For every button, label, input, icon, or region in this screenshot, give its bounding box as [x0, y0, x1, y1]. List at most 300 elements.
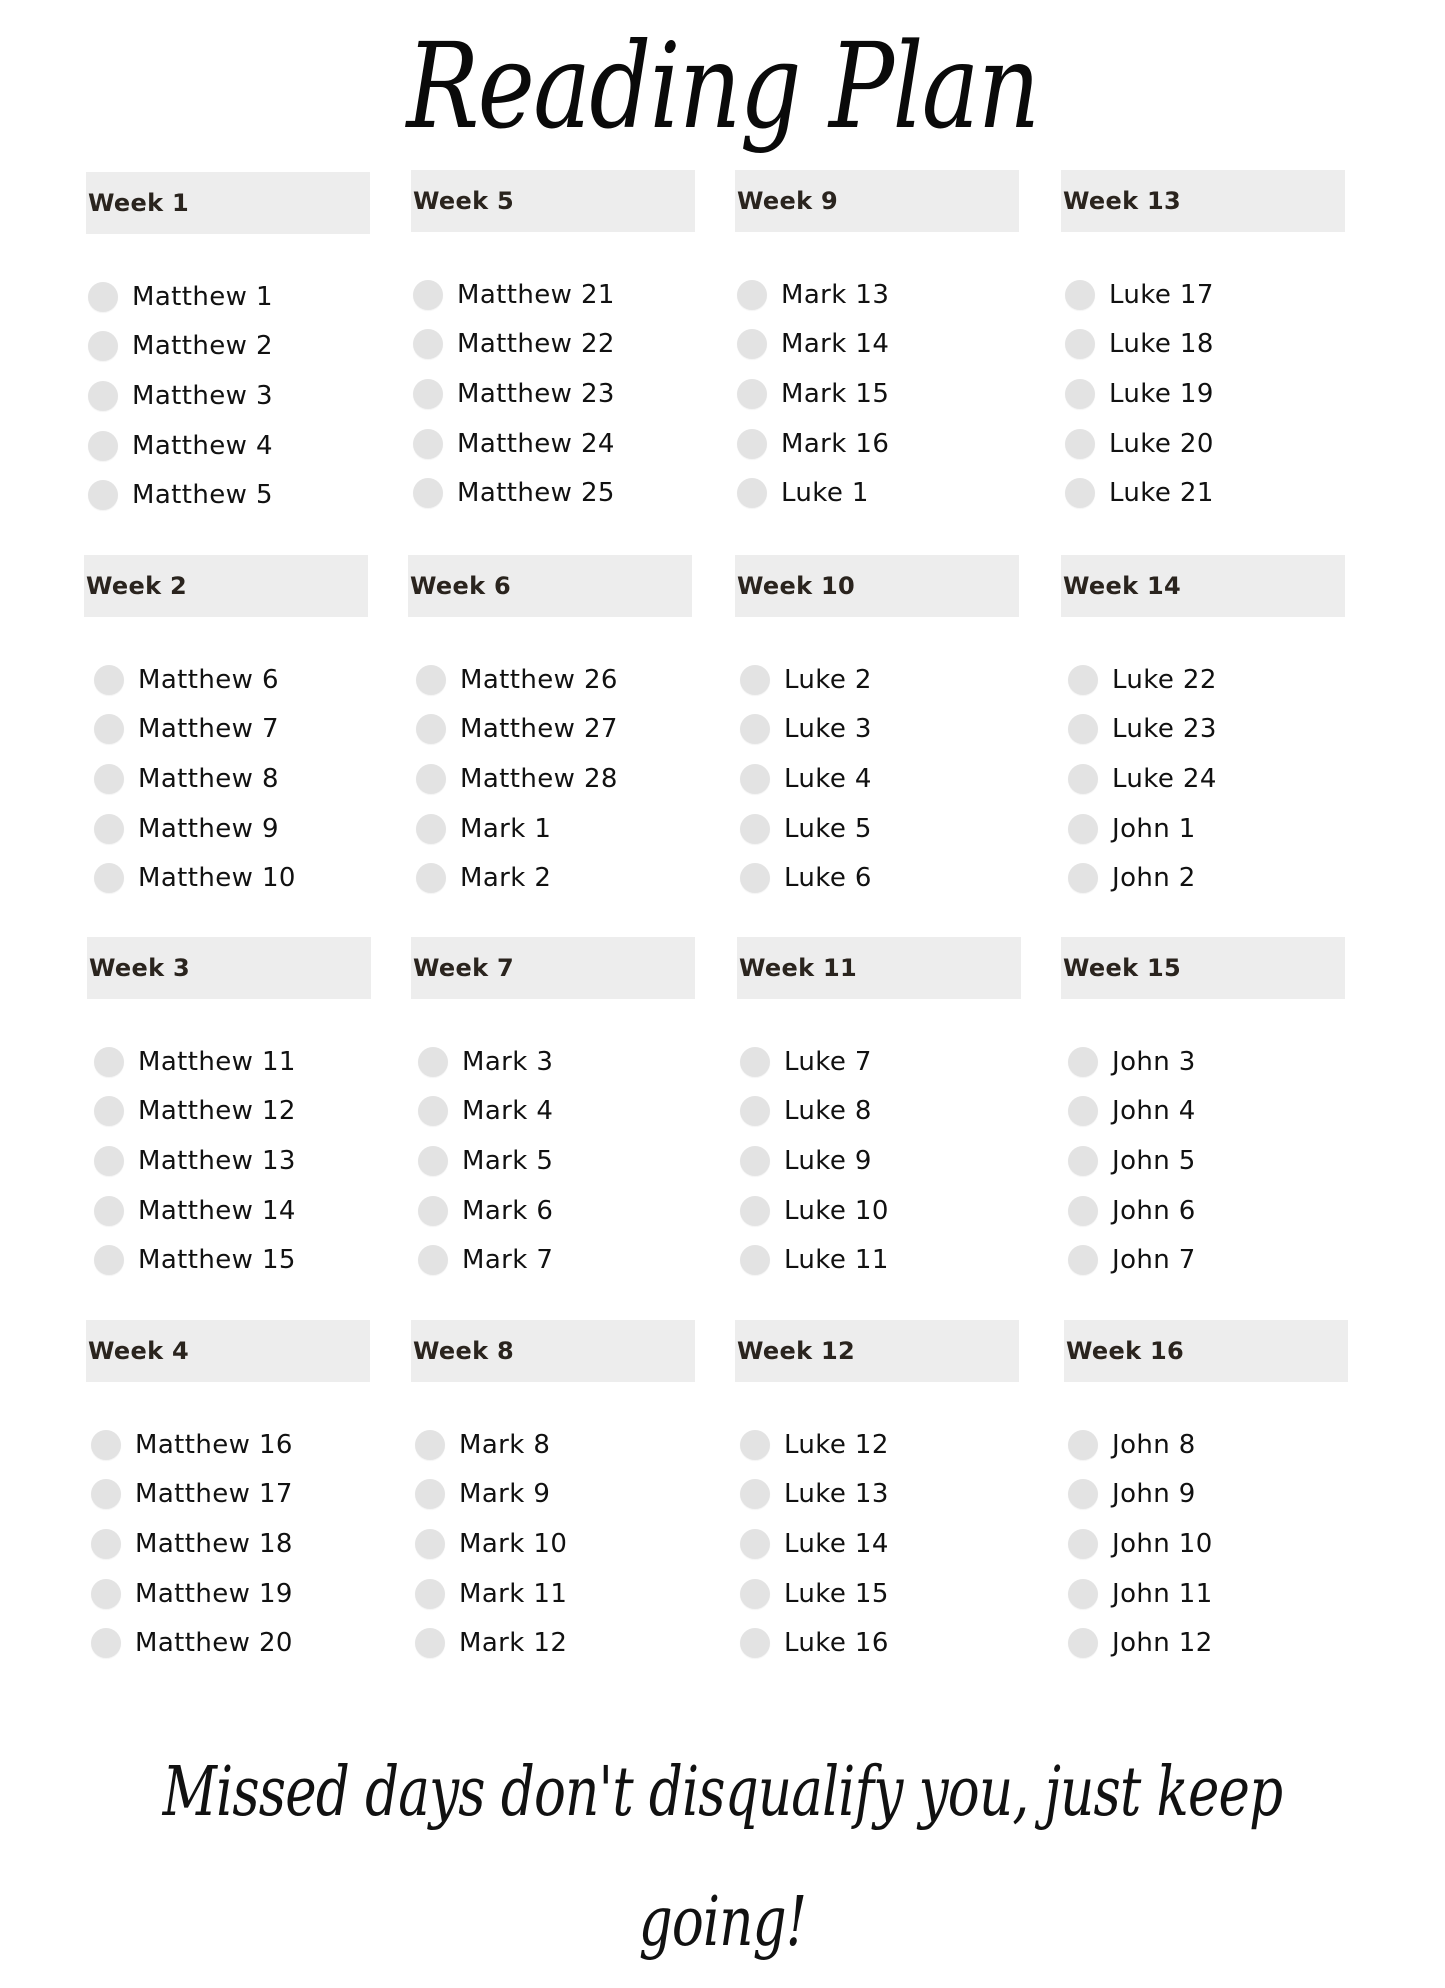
reading-item[interactable] — [1063, 419, 1345, 469]
reading-list — [1061, 1037, 1345, 1285]
reading-label: Mark 15 — [781, 378, 890, 409]
reading-item[interactable] — [1066, 1087, 1345, 1137]
checkbox-circle-icon[interactable] — [91, 1628, 121, 1658]
checkbox-circle-icon[interactable] — [1068, 814, 1098, 844]
checkbox-circle-icon[interactable] — [94, 1245, 124, 1275]
week-header — [1061, 555, 1345, 617]
checkbox-circle-icon[interactable] — [1068, 714, 1098, 744]
reading-item[interactable] — [414, 853, 692, 903]
reading-item[interactable] — [416, 1136, 695, 1186]
reading-label: Matthew 28 — [460, 763, 618, 794]
reading-label: Mark 13 — [781, 279, 890, 310]
reading-item[interactable] — [738, 1569, 1019, 1619]
checkbox-circle-icon[interactable] — [415, 1628, 445, 1658]
reading-label: Luke 6 — [784, 863, 872, 894]
reading-label: Luke 1 — [781, 478, 869, 509]
week-block — [411, 937, 695, 1285]
checkbox-circle-icon[interactable] — [1065, 478, 1095, 508]
reading-item[interactable] — [1066, 1470, 1348, 1520]
reading-list — [735, 1420, 1019, 1668]
reading-item[interactable] — [738, 1037, 1021, 1087]
checkbox-circle-icon[interactable] — [413, 329, 443, 359]
checkbox-circle-icon[interactable] — [737, 478, 767, 508]
reading-label: Mark 9 — [459, 1479, 551, 1510]
reading-item[interactable] — [89, 1470, 370, 1520]
reading-label: Matthew 9 — [138, 813, 279, 844]
checkbox-circle-icon[interactable] — [740, 1047, 770, 1077]
checkbox-circle-icon[interactable] — [1068, 1479, 1098, 1509]
reading-item[interactable] — [92, 1235, 371, 1285]
reading-item[interactable] — [92, 853, 368, 903]
reading-label: Mark 2 — [460, 863, 552, 894]
reading-label: Matthew 12 — [138, 1096, 296, 1127]
reading-label: Luke 21 — [1109, 478, 1214, 509]
reading-label: Mark 7 — [462, 1245, 554, 1276]
reading-label: Matthew 1 — [132, 281, 273, 312]
week-label: Week 10 — [737, 572, 855, 600]
encouragement-footer: Missed days don't disqualify you, just keep going! — [162, 1753, 1283, 1962]
reading-label: John 7 — [1112, 1245, 1196, 1276]
reading-item[interactable] — [86, 322, 370, 372]
reading-label: Luke 17 — [1109, 279, 1214, 310]
checkbox-circle-icon[interactable] — [1068, 1430, 1098, 1460]
week-label: Week 11 — [739, 954, 857, 982]
checkbox-circle-icon[interactable] — [737, 429, 767, 459]
checkbox-circle-icon[interactable] — [740, 714, 770, 744]
week-header — [1061, 170, 1345, 232]
checkbox-circle-icon[interactable] — [413, 429, 443, 459]
checkbox-circle-icon[interactable] — [88, 480, 118, 510]
reading-label: Luke 13 — [784, 1479, 889, 1510]
week-header — [737, 937, 1021, 999]
reading-label: Matthew 25 — [457, 478, 615, 509]
reading-label: Matthew 10 — [138, 863, 296, 894]
reading-label: Matthew 26 — [460, 664, 618, 695]
checkbox-circle-icon[interactable] — [740, 665, 770, 695]
week-label: Week 8 — [413, 1337, 514, 1365]
reading-label: Mark 16 — [781, 428, 890, 459]
reading-label: John 10 — [1112, 1528, 1213, 1559]
week-header — [86, 1320, 370, 1382]
reading-item[interactable] — [738, 705, 1019, 755]
checkbox-circle-icon[interactable] — [1068, 764, 1098, 794]
reading-item[interactable] — [413, 1569, 695, 1619]
week-label: Week 14 — [1063, 572, 1181, 600]
checkbox-circle-icon[interactable] — [416, 714, 446, 744]
week-header — [735, 1320, 1019, 1382]
checkbox-circle-icon[interactable] — [94, 764, 124, 794]
reading-list — [84, 655, 368, 903]
reading-label: Luke 12 — [784, 1429, 889, 1460]
week-block — [1064, 1320, 1348, 1668]
week-label: Week 9 — [737, 187, 838, 215]
checkbox-circle-icon[interactable] — [1068, 1047, 1098, 1077]
reading-item[interactable] — [1066, 1618, 1348, 1668]
checkbox-circle-icon[interactable] — [416, 665, 446, 695]
checkbox-circle-icon[interactable] — [740, 1430, 770, 1460]
reading-label: Matthew 27 — [460, 714, 618, 745]
checkbox-circle-icon[interactable] — [1065, 379, 1095, 409]
reading-item[interactable] — [1066, 853, 1345, 903]
reading-label: Luke 18 — [1109, 329, 1214, 360]
reading-item[interactable] — [92, 1087, 371, 1137]
checkbox-circle-icon[interactable] — [416, 814, 446, 844]
checkbox-circle-icon[interactable] — [740, 814, 770, 844]
reading-label: Luke 4 — [784, 763, 872, 794]
reading-label: John 1 — [1112, 813, 1196, 844]
reading-item[interactable] — [738, 655, 1019, 705]
week-block — [1061, 937, 1345, 1285]
reading-item[interactable] — [413, 1420, 695, 1470]
reading-item[interactable] — [1066, 804, 1345, 854]
reading-item[interactable] — [1066, 1136, 1345, 1186]
checkbox-circle-icon[interactable] — [416, 863, 446, 893]
reading-label: Matthew 19 — [135, 1578, 293, 1609]
week-header — [86, 172, 370, 234]
checkbox-circle-icon[interactable] — [740, 1579, 770, 1609]
checkbox-circle-icon[interactable] — [1068, 863, 1098, 893]
checkbox-circle-icon[interactable] — [418, 1146, 448, 1176]
checkbox-circle-icon[interactable] — [1068, 1096, 1098, 1126]
checkbox-circle-icon[interactable] — [1065, 280, 1095, 310]
checkbox-circle-icon[interactable] — [1068, 1146, 1098, 1176]
reading-label: Matthew 23 — [457, 378, 615, 409]
week-header — [735, 170, 1019, 232]
reading-item[interactable] — [411, 419, 695, 469]
reading-label: John 2 — [1112, 863, 1196, 894]
checkbox-circle-icon[interactable] — [94, 1146, 124, 1176]
reading-label: Matthew 16 — [135, 1429, 293, 1460]
reading-item[interactable] — [92, 804, 368, 854]
reading-label: Luke 9 — [784, 1145, 872, 1176]
week-block — [735, 555, 1019, 903]
reading-item[interactable] — [414, 754, 692, 804]
week-block — [86, 1320, 370, 1668]
reading-item[interactable] — [411, 369, 695, 419]
reading-item[interactable] — [416, 1087, 695, 1137]
reading-item[interactable] — [738, 1235, 1021, 1285]
reading-item[interactable] — [86, 470, 370, 520]
reading-label: Matthew 7 — [138, 714, 279, 745]
checkbox-circle-icon[interactable] — [91, 1430, 121, 1460]
reading-label: John 5 — [1112, 1145, 1196, 1176]
reading-item[interactable] — [1066, 655, 1345, 705]
reading-list — [86, 1420, 370, 1668]
checkbox-circle-icon[interactable] — [418, 1245, 448, 1275]
reading-label: Mark 5 — [462, 1145, 554, 1176]
reading-list — [411, 270, 695, 518]
reading-list — [1061, 655, 1345, 903]
reading-item[interactable] — [414, 655, 692, 705]
reading-label: Matthew 18 — [135, 1528, 293, 1559]
reading-item[interactable] — [735, 270, 1019, 320]
reading-label: Mark 6 — [462, 1195, 554, 1226]
checkbox-circle-icon[interactable] — [94, 714, 124, 744]
checkbox-circle-icon[interactable] — [91, 1529, 121, 1559]
reading-list — [1061, 270, 1345, 518]
week-header — [1064, 1320, 1348, 1382]
checkbox-circle-icon[interactable] — [416, 764, 446, 794]
reading-label: Mark 10 — [459, 1528, 568, 1559]
reading-item[interactable] — [735, 369, 1019, 419]
reading-item[interactable] — [416, 1235, 695, 1285]
reading-label: Matthew 2 — [132, 331, 273, 362]
checkbox-circle-icon[interactable] — [737, 329, 767, 359]
checkbox-circle-icon[interactable] — [737, 280, 767, 310]
reading-label: Matthew 5 — [132, 480, 273, 511]
reading-item[interactable] — [414, 804, 692, 854]
checkbox-circle-icon[interactable] — [1068, 665, 1098, 695]
reading-label: Luke 20 — [1109, 428, 1214, 459]
reading-label: Luke 8 — [784, 1096, 872, 1127]
reading-label: Matthew 15 — [138, 1245, 296, 1276]
week-header — [411, 1320, 695, 1382]
reading-item[interactable] — [89, 1569, 370, 1619]
week-block — [1061, 170, 1345, 518]
reading-item[interactable] — [92, 754, 368, 804]
reading-label: John 4 — [1112, 1096, 1196, 1127]
checkbox-circle-icon[interactable] — [415, 1529, 445, 1559]
week-label: Week 12 — [737, 1337, 855, 1365]
reading-item[interactable] — [738, 1420, 1019, 1470]
reading-item[interactable] — [86, 371, 370, 421]
reading-label: Luke 5 — [784, 813, 872, 844]
reading-item[interactable] — [735, 320, 1019, 370]
reading-item[interactable] — [92, 655, 368, 705]
reading-item[interactable] — [411, 468, 695, 518]
checkbox-circle-icon[interactable] — [413, 478, 443, 508]
reading-label: Luke 10 — [784, 1195, 889, 1226]
checkbox-circle-icon[interactable] — [1068, 1196, 1098, 1226]
reading-item[interactable] — [89, 1420, 370, 1470]
reading-list — [735, 655, 1019, 903]
checkbox-circle-icon[interactable] — [1068, 1245, 1098, 1275]
reading-label: Luke 7 — [784, 1046, 872, 1077]
reading-label: Mark 4 — [462, 1096, 554, 1127]
checkbox-circle-icon[interactable] — [91, 1479, 121, 1509]
checkbox-circle-icon[interactable] — [415, 1579, 445, 1609]
reading-item[interactable] — [738, 804, 1019, 854]
reading-item[interactable] — [86, 421, 370, 471]
reading-item[interactable] — [92, 705, 368, 755]
reading-label: Luke 3 — [784, 714, 872, 745]
week-label: Week 15 — [1063, 954, 1181, 982]
reading-label: Mark 1 — [460, 813, 552, 844]
reading-item[interactable] — [92, 1186, 371, 1236]
reading-label: Luke 15 — [784, 1578, 889, 1609]
checkbox-circle-icon[interactable] — [418, 1196, 448, 1226]
reading-item[interactable] — [413, 1618, 695, 1668]
reading-label: Matthew 21 — [457, 279, 615, 310]
reading-label: Matthew 6 — [138, 664, 279, 695]
reading-item[interactable] — [1066, 1235, 1345, 1285]
reading-item[interactable] — [1066, 1519, 1348, 1569]
reading-item[interactable] — [1066, 1037, 1345, 1087]
reading-item[interactable] — [416, 1186, 695, 1236]
reading-item[interactable] — [1066, 1420, 1348, 1470]
checkbox-circle-icon[interactable] — [418, 1047, 448, 1077]
week-block — [411, 170, 695, 518]
reading-item[interactable] — [414, 705, 692, 755]
reading-label: Matthew 13 — [138, 1145, 296, 1176]
reading-item[interactable] — [738, 1136, 1021, 1186]
reading-item[interactable] — [738, 1618, 1019, 1668]
reading-label: John 9 — [1112, 1479, 1196, 1510]
reading-list — [86, 272, 370, 520]
reading-label: John 12 — [1112, 1628, 1213, 1659]
reading-item[interactable] — [735, 468, 1019, 518]
reading-label: Luke 14 — [784, 1528, 889, 1559]
reading-label: John 3 — [1112, 1046, 1196, 1077]
reading-item[interactable] — [1063, 320, 1345, 370]
reading-item[interactable] — [738, 1470, 1019, 1520]
checkbox-circle-icon[interactable] — [94, 665, 124, 695]
week-header — [84, 555, 368, 617]
checkbox-circle-icon[interactable] — [1068, 1529, 1098, 1559]
reading-label: Matthew 17 — [135, 1479, 293, 1510]
checkbox-circle-icon[interactable] — [94, 814, 124, 844]
checkbox-circle-icon[interactable] — [94, 1047, 124, 1077]
reading-item[interactable] — [738, 1186, 1021, 1236]
week-block — [737, 937, 1021, 1285]
reading-item[interactable] — [1066, 1186, 1345, 1236]
checkbox-circle-icon[interactable] — [413, 379, 443, 409]
checkbox-circle-icon[interactable] — [740, 1245, 770, 1275]
reading-label: Matthew 4 — [132, 430, 273, 461]
reading-item[interactable] — [89, 1519, 370, 1569]
checkbox-circle-icon[interactable] — [740, 863, 770, 893]
reading-label: Mark 11 — [459, 1578, 568, 1609]
week-header — [735, 555, 1019, 617]
week-header — [1061, 937, 1345, 999]
checkbox-circle-icon[interactable] — [88, 282, 118, 312]
week-label: Week 13 — [1063, 187, 1181, 215]
reading-label: Luke 16 — [784, 1628, 889, 1659]
checkbox-circle-icon[interactable] — [415, 1479, 445, 1509]
reading-list — [1064, 1420, 1348, 1668]
checkbox-circle-icon[interactable] — [740, 1146, 770, 1176]
week-block — [735, 170, 1019, 518]
checkbox-circle-icon[interactable] — [737, 379, 767, 409]
reading-item[interactable] — [738, 1087, 1021, 1137]
reading-list — [411, 1037, 695, 1285]
reading-label: Mark 14 — [781, 329, 890, 360]
week-label: Week 2 — [86, 572, 187, 600]
reading-list — [737, 1037, 1021, 1285]
checkbox-circle-icon[interactable] — [1068, 1628, 1098, 1658]
checkbox-circle-icon[interactable] — [91, 1579, 121, 1609]
checkbox-circle-icon[interactable] — [415, 1430, 445, 1460]
week-block — [84, 555, 368, 903]
week-label: Week 4 — [88, 1337, 189, 1365]
week-header — [411, 937, 695, 999]
week-block — [735, 1320, 1019, 1668]
checkbox-circle-icon[interactable] — [1065, 329, 1095, 359]
checkbox-circle-icon[interactable] — [740, 1196, 770, 1226]
checkbox-circle-icon[interactable] — [94, 863, 124, 893]
checkbox-circle-icon[interactable] — [88, 381, 118, 411]
reading-label: John 6 — [1112, 1195, 1196, 1226]
reading-item[interactable] — [413, 1519, 695, 1569]
reading-label: Matthew 14 — [138, 1195, 296, 1226]
reading-label: Mark 8 — [459, 1429, 551, 1460]
reading-label: Luke 19 — [1109, 378, 1214, 409]
reading-label: Matthew 24 — [457, 428, 615, 459]
reading-item[interactable] — [735, 419, 1019, 469]
reading-item[interactable] — [1063, 369, 1345, 419]
reading-item[interactable] — [1063, 468, 1345, 518]
reading-item[interactable] — [92, 1037, 371, 1087]
reading-list — [411, 1420, 695, 1668]
week-block — [411, 1320, 695, 1668]
reading-label: John 11 — [1112, 1578, 1213, 1609]
week-block — [86, 172, 370, 520]
reading-item[interactable] — [1063, 270, 1345, 320]
reading-item[interactable] — [738, 1519, 1019, 1569]
checkbox-circle-icon[interactable] — [413, 280, 443, 310]
reading-label: Luke 24 — [1112, 763, 1217, 794]
reading-item[interactable] — [89, 1618, 370, 1668]
reading-label: Matthew 3 — [132, 380, 273, 411]
reading-label: John 8 — [1112, 1429, 1196, 1460]
reading-item[interactable] — [1066, 754, 1345, 804]
reading-item[interactable] — [416, 1037, 695, 1087]
week-block — [87, 937, 371, 1285]
checkbox-circle-icon[interactable] — [740, 1529, 770, 1559]
week-label: Week 6 — [410, 572, 511, 600]
week-header — [87, 937, 371, 999]
checkbox-circle-icon[interactable] — [1065, 429, 1095, 459]
reading-label: Mark 12 — [459, 1628, 568, 1659]
page-title: Reading Plan — [406, 17, 1039, 155]
checkbox-circle-icon[interactable] — [740, 1096, 770, 1126]
week-header — [408, 555, 692, 617]
week-label: Week 7 — [413, 954, 514, 982]
reading-list — [735, 270, 1019, 518]
week-label: Week 1 — [88, 189, 189, 217]
checkbox-circle-icon[interactable] — [94, 1196, 124, 1226]
reading-item[interactable] — [92, 1136, 371, 1186]
checkbox-circle-icon[interactable] — [88, 331, 118, 361]
reading-label: Matthew 20 — [135, 1628, 293, 1659]
checkbox-circle-icon[interactable] — [740, 764, 770, 794]
reading-item[interactable] — [413, 1470, 695, 1520]
reading-label: Matthew 22 — [457, 329, 615, 360]
reading-item[interactable] — [411, 320, 695, 370]
reading-item[interactable] — [411, 270, 695, 320]
reading-label: Matthew 8 — [138, 763, 279, 794]
checkbox-circle-icon[interactable] — [740, 1479, 770, 1509]
checkbox-circle-icon[interactable] — [88, 431, 118, 461]
checkbox-circle-icon[interactable] — [740, 1628, 770, 1658]
checkbox-circle-icon[interactable] — [1068, 1579, 1098, 1609]
reading-label: Luke 22 — [1112, 664, 1217, 695]
reading-item[interactable] — [86, 272, 370, 322]
reading-label: Luke 2 — [784, 664, 872, 695]
reading-item[interactable] — [738, 754, 1019, 804]
reading-item[interactable] — [1066, 705, 1345, 755]
reading-item[interactable] — [1066, 1569, 1348, 1619]
week-label: Week 5 — [413, 187, 514, 215]
reading-label: Matthew 11 — [138, 1046, 296, 1077]
checkbox-circle-icon[interactable] — [94, 1096, 124, 1126]
reading-item[interactable] — [738, 853, 1019, 903]
week-block — [1061, 555, 1345, 903]
week-block — [408, 555, 692, 903]
checkbox-circle-icon[interactable] — [418, 1096, 448, 1126]
week-header — [411, 170, 695, 232]
reading-label: Luke 23 — [1112, 714, 1217, 745]
